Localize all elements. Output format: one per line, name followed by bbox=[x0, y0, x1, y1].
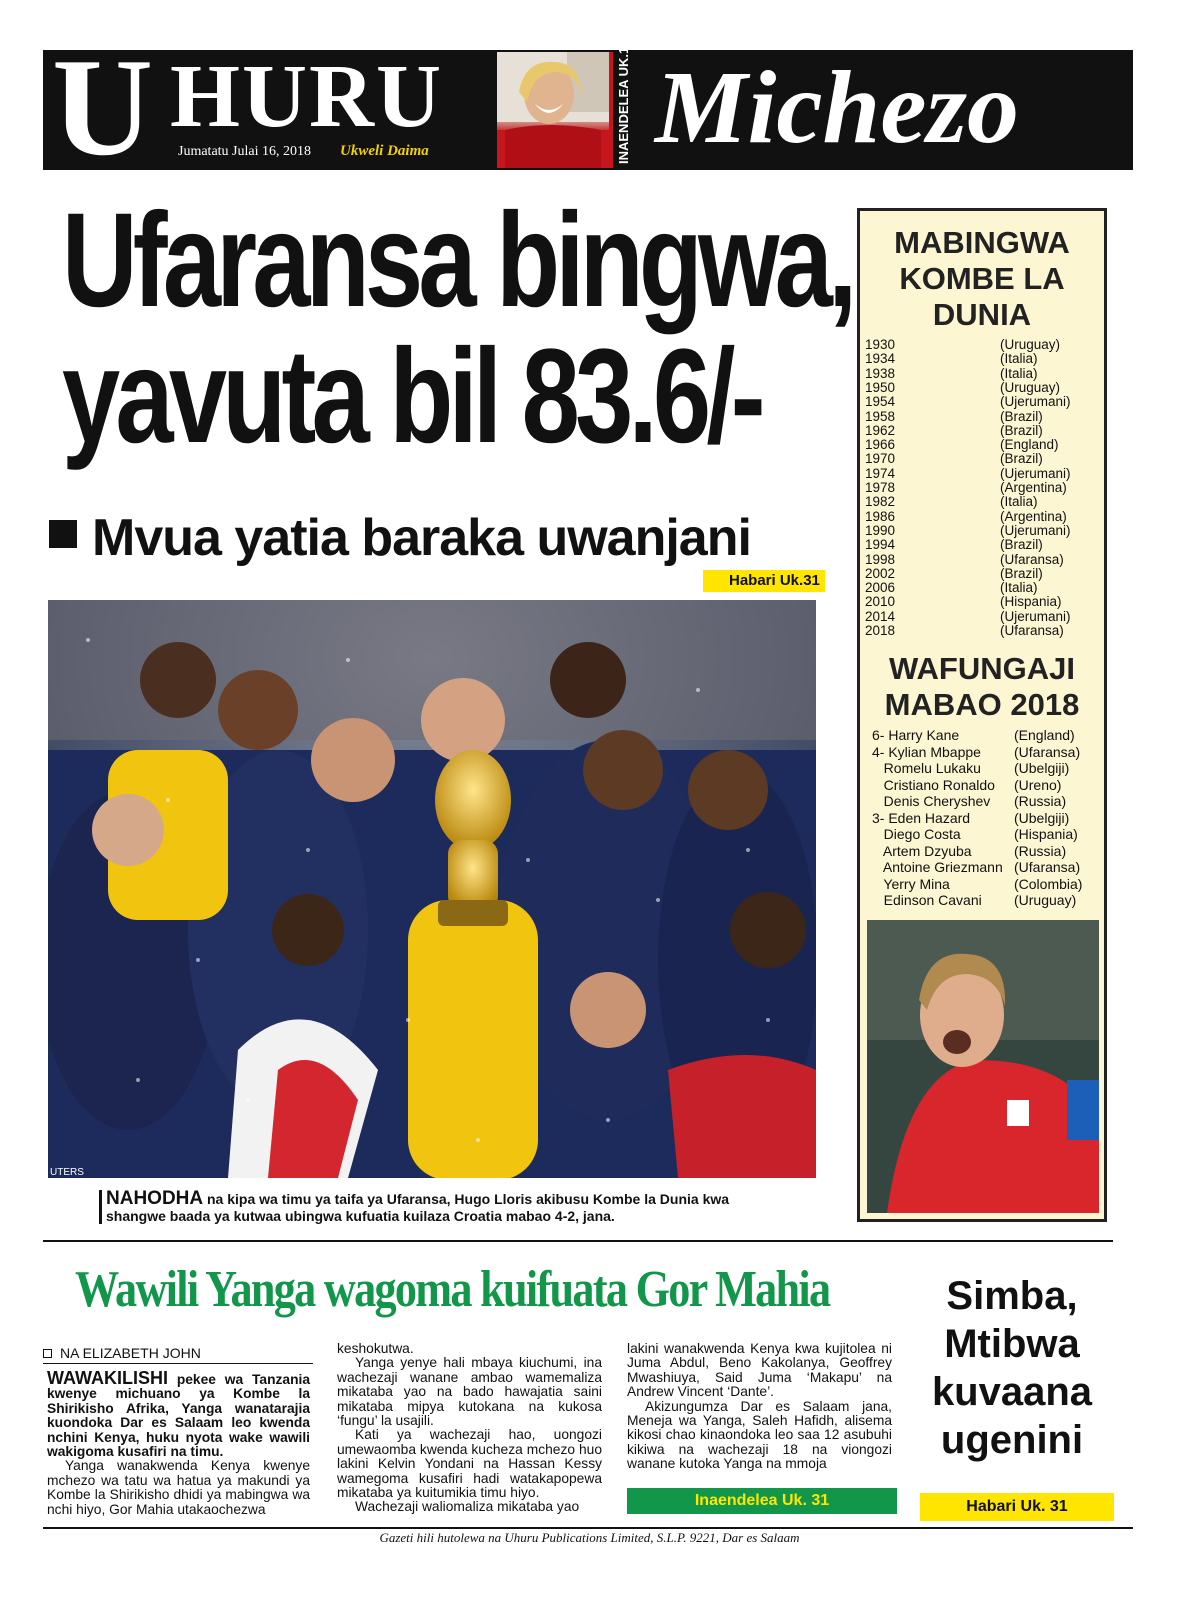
champion-country: (Ufaransa) bbox=[1000, 551, 1064, 567]
champion-country: (Brazil) bbox=[1000, 451, 1043, 467]
champion-country: (Italia) bbox=[1000, 580, 1038, 596]
byline-box-icon bbox=[43, 1349, 52, 1358]
champion-year: 1994 bbox=[865, 537, 896, 553]
champion-country: (Argentina) bbox=[1000, 508, 1067, 524]
champion-country: (Ujerumani) bbox=[1000, 608, 1071, 624]
simba-headline-line: Mtibwa bbox=[944, 1322, 1080, 1366]
champion-country: (Uruguay) bbox=[1000, 337, 1061, 352]
section-title: Michezo bbox=[655, 50, 1019, 165]
page-reference-tag: Habari Uk.31 bbox=[703, 570, 825, 592]
scorer-name: Yerry Mina bbox=[872, 875, 950, 892]
champion-year: 2010 bbox=[865, 594, 896, 610]
article-column-1 bbox=[47, 1368, 310, 1517]
col2-paragraph-1: keshokutwa. bbox=[337, 1341, 414, 1356]
section-divider bbox=[43, 1240, 1113, 1242]
scorer-name: Antoine Griezmann bbox=[872, 859, 1003, 875]
masthead-photo bbox=[497, 52, 609, 168]
champion-country: (Ujerumani) bbox=[1000, 465, 1071, 481]
scorer-name: Romelu Lukaku bbox=[872, 760, 981, 776]
yanga-headline: Wawili Yanga wagoma kuifuata Gor Mahia bbox=[75, 1261, 830, 1318]
scorer-name: Cristiano Ronaldo bbox=[872, 776, 995, 793]
scorer-country: (Hispania) bbox=[1014, 826, 1078, 842]
champion-year: 1962 bbox=[865, 422, 896, 438]
col2-paragraph-3: Kati ya wachezaji hao, uongozi umewaomba kwenda kucheza mchezo huo lakini Kelvin Yondani na Hassan Kessy wamegoma kusafiri hadi watakapopewa mikataba ya kuitumikia timu hiyo. bbox=[337, 1427, 602, 1501]
continued-tag: Inaendelea Uk. 31 bbox=[627, 1488, 897, 1514]
scorer-country: (Ureno) bbox=[1014, 776, 1062, 793]
scorer-name: 4- Kylian Mbappe bbox=[872, 743, 981, 760]
scorer-country: (Ubelgiji) bbox=[1014, 760, 1070, 776]
champion-country: (Uruguay) bbox=[1000, 379, 1061, 395]
scorer-name: Artem Dzyuba bbox=[872, 842, 972, 859]
champion-country: (Hispania) bbox=[1000, 594, 1062, 610]
simba-headline-line: kuvaana bbox=[931, 1370, 1093, 1414]
scorer-name: 3- Eden Hazard bbox=[872, 809, 971, 826]
champion-year: 1930 bbox=[865, 337, 896, 352]
champion-year: 1938 bbox=[865, 365, 896, 381]
champion-year: 1958 bbox=[865, 408, 896, 424]
champion-country: (Ujerumani) bbox=[1000, 522, 1071, 538]
scorer-country: (Uruguay) bbox=[1014, 892, 1077, 908]
champion-country: (Brazil) bbox=[1000, 565, 1043, 581]
scorer-name: Denis Cheryshev bbox=[872, 793, 991, 809]
champion-year: 1934 bbox=[865, 351, 896, 367]
player-celebration-photo bbox=[867, 920, 1099, 1213]
champion-country: (Ufaransa) bbox=[1000, 623, 1064, 638]
col1-paragraph: Yanga wanakwenda Kenya kwenye mchezo wa tatu wa hatua ya makundi ya Kombe la Shirikisho dhidi ya mabingwa wa nchi hiyo, Gor Mahia utakaochezwa bbox=[47, 1458, 310, 1517]
champion-year: 1950 bbox=[865, 379, 896, 395]
photo-caption bbox=[106, 1190, 786, 1225]
champion-country: (Italia) bbox=[1000, 365, 1038, 381]
champion-year: 1990 bbox=[865, 522, 896, 538]
col3-paragraph-2: Akizungumza Dar es Salaam jana, Meneja wa Yanga, Saleh Hafidh, alisema kikosi chao kinaondoka leo saa 12 asubuhi kikiwa na wachezaji 18 na viongozi wanane kutoka Yanga na mmoja bbox=[627, 1398, 892, 1472]
scorer-country: (Ufaransa) bbox=[1014, 859, 1081, 875]
logo-text: HURU bbox=[170, 47, 443, 146]
photo-credit: UTERS bbox=[50, 1167, 84, 1178]
simba-page-reference: Habari Uk. 31 bbox=[920, 1493, 1114, 1521]
continuation-strip bbox=[609, 39, 639, 168]
headline-line-1: Ufaransa bingwa, bbox=[62, 186, 853, 335]
champion-country: (Brazil) bbox=[1000, 422, 1043, 438]
scorer-country: (Colombia) bbox=[1014, 875, 1083, 892]
col2-paragraph-4: Wachezaji waliomaliza mikataba yao bbox=[355, 1499, 580, 1515]
champion-country: (England) bbox=[1000, 437, 1059, 453]
col2-paragraph-2: Yanga yenye hali mbaya kiuchumi, ina wachezaji wanane ambao wamemaliza mikataba yao na bado hawajatia saini mikataba mipya kutokana na kukosa ‘fungu’ la usajili. bbox=[337, 1355, 602, 1429]
champion-year: 2006 bbox=[865, 580, 896, 596]
champion-year: 1982 bbox=[865, 494, 896, 510]
champion-year: 1974 bbox=[865, 465, 896, 481]
logo-letter-u: U bbox=[52, 30, 150, 185]
champion-country: (Brazil) bbox=[1000, 537, 1043, 553]
champions-title: MABINGWA KOMBE LA DUNIA bbox=[894, 225, 1070, 332]
scorer-name: Edinson Cavani bbox=[872, 892, 982, 908]
caption-rule bbox=[99, 1190, 102, 1224]
scorer-country: (Ubelgiji) bbox=[1014, 809, 1070, 826]
caption-text: na kipa wa timu ya taifa ya Ufaransa, Hugo Lloris akibusu Kombe la Dunia kwa shangwe baada ya kutwaa ubingwa kufuatia kuilaza Croatia mabao 4-2, jana. bbox=[106, 1191, 730, 1224]
publisher-footer: Gazeti hili hutolewa na Uhuru Publications Limited, S.L.P. 9221, Dar es Salaam bbox=[379, 1530, 800, 1545]
byline bbox=[43, 1345, 313, 1364]
main-headline bbox=[62, 186, 853, 471]
champion-country: (Italia) bbox=[1000, 351, 1038, 367]
scorer-country: (Ufaransa) bbox=[1014, 743, 1081, 760]
champion-year: 1954 bbox=[865, 394, 896, 410]
lead-paragraph: pekee wa Tanzania kwenye michuano ya Kombe la Shirikisho Afrika, Yanga wanatarajia kuondoka Dar es Salaam leo kwenda nchini Kenya, huku nyota wake wawili wakigoma kusafiri na timu. bbox=[47, 1372, 310, 1460]
champion-year: 1986 bbox=[865, 508, 896, 524]
champion-country: (Ujerumani) bbox=[1000, 394, 1071, 410]
byline-text: NA ELIZABETH JOHN bbox=[60, 1345, 201, 1361]
simba-headline-line: ugenini bbox=[940, 1418, 1084, 1462]
champion-country: (Italia) bbox=[1000, 494, 1038, 510]
simba-headline-line: Simba, bbox=[946, 1274, 1078, 1318]
continuation-label: INAENDELEA UK.19 bbox=[616, 39, 631, 164]
issue-date: Jumatatu Julai 16, 2018 bbox=[178, 144, 311, 159]
scorers-title: WAFUNGAJI MABAO 2018 bbox=[884, 651, 1080, 722]
champion-country: (Argentina) bbox=[1000, 480, 1067, 495]
subheadline: Mvua yatia baraka uwanjani bbox=[92, 509, 751, 567]
scorer-name: Diego Costa bbox=[872, 826, 961, 842]
motto: Ukweli Daima bbox=[340, 143, 429, 159]
champion-year: 1978 bbox=[865, 480, 896, 495]
footer-rule bbox=[43, 1527, 1133, 1529]
champion-year: 1998 bbox=[865, 551, 896, 567]
champion-year: 1966 bbox=[865, 437, 896, 453]
champion-country: (Brazil) bbox=[1000, 408, 1043, 424]
scorer-country: (Russia) bbox=[1014, 793, 1067, 809]
champion-year: 2002 bbox=[865, 565, 896, 581]
article-column-2 bbox=[337, 1342, 602, 1515]
simba-headline bbox=[912, 1272, 1112, 1464]
caption-lead: NAHODHA bbox=[106, 1188, 204, 1209]
article-column-3 bbox=[627, 1342, 892, 1472]
scorer-country: (England) bbox=[1014, 727, 1075, 743]
champion-year: 2018 bbox=[865, 623, 896, 638]
champion-year: 2014 bbox=[865, 608, 896, 624]
bullet-square-icon bbox=[49, 520, 77, 548]
champion-year: 1970 bbox=[865, 451, 896, 467]
trophy-celebration-photo bbox=[48, 600, 816, 1178]
lead-word: WAWAKILISHI bbox=[47, 1368, 168, 1388]
scorer-country: (Russia) bbox=[1014, 842, 1067, 859]
col3-paragraph-1: lakini wanakwenda Kenya kwa kujitolea ni Juma Abdul, Beno Kakolanya, Geoffrey Mwashiuya, Said Juma ‘Makapu’ na Andrew Vincent ‘Dante’. bbox=[627, 1341, 892, 1400]
scorer-name: 6- Harry Kane bbox=[872, 727, 960, 743]
headline-line-2: yavuta bil 83.6/- bbox=[62, 322, 761, 471]
